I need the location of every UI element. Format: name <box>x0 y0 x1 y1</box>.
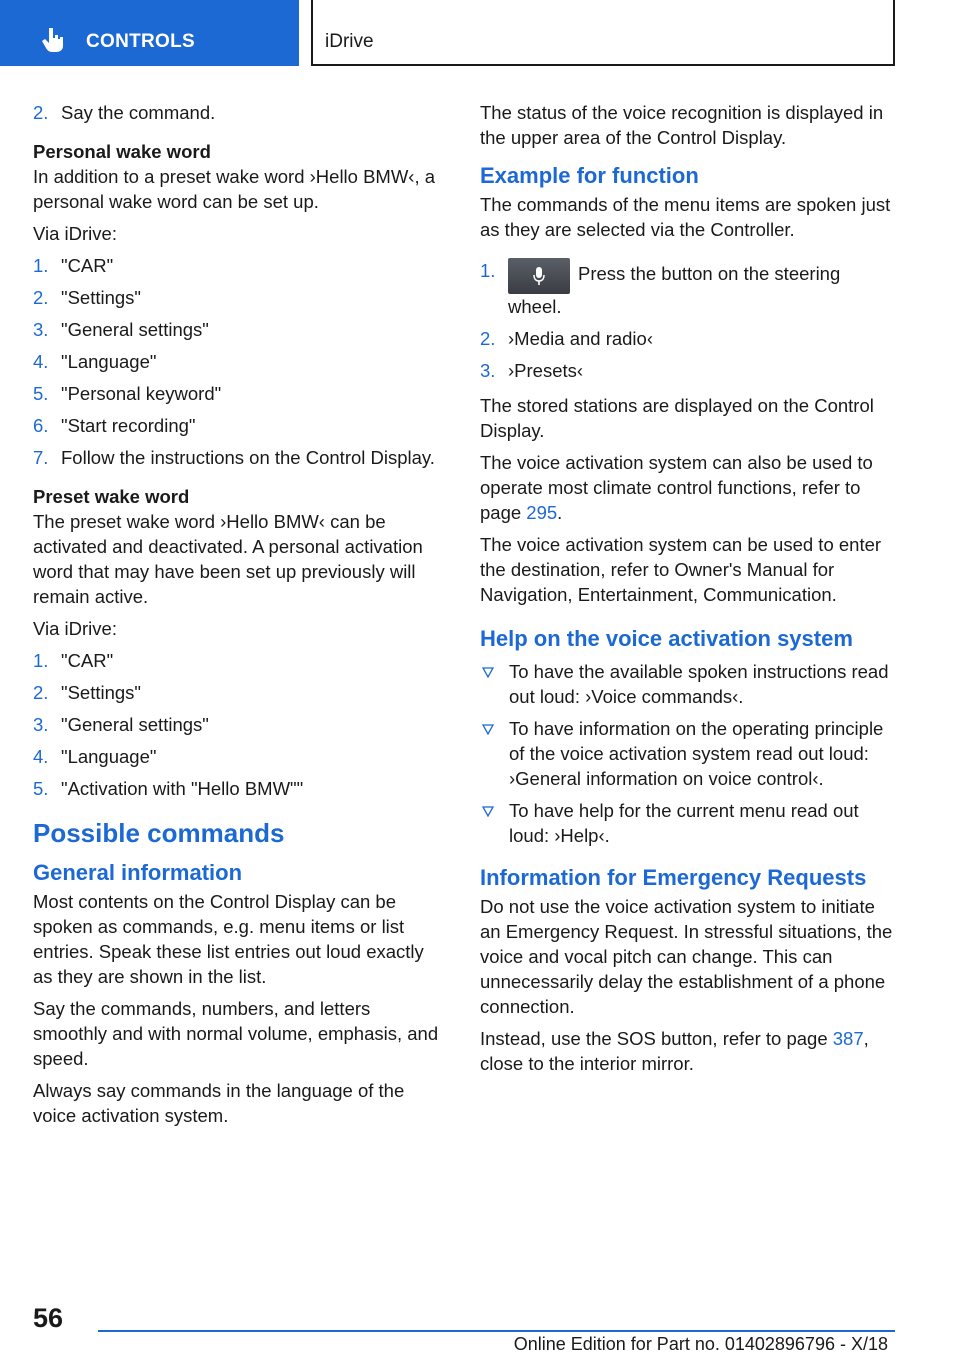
step-text: "CAR" <box>61 255 114 276</box>
step-number: 2. <box>480 328 496 349</box>
page-link[interactable]: 387 <box>832 1028 864 1049</box>
paragraph-climate <box>480 450 898 525</box>
list-text: To have help for the current menu read out loud: ›Help‹. <box>509 800 859 846</box>
step-number: 4. <box>33 351 49 372</box>
paragraph: Always say commands in the language of the voice activation system. <box>33 1080 405 1126</box>
step-number: 4. <box>33 746 49 767</box>
paragraph: Most contents on the Control Display can be spoken as commands, e.g. menu items or list entries. Speak these list entries out loud exactly as they are shown in the list. <box>33 891 424 987</box>
header-bottom-rule <box>311 64 895 66</box>
paragraph: The commands of the menu items are spoken just as they are selected via the Controller. <box>480 194 891 240</box>
step-number: 6. <box>33 415 49 436</box>
step-text: "Language" <box>61 746 157 767</box>
idrive-steps-list <box>33 253 448 470</box>
heading-help: Help on the voice activation system <box>480 626 853 651</box>
page-header <box>0 0 960 66</box>
triangle-bullet-icon <box>482 723 494 735</box>
text: Instead, use the SOS button, refer to page <box>480 1028 833 1049</box>
step-number: 1. <box>33 255 49 276</box>
list-item <box>480 798 898 848</box>
list-item <box>33 445 448 470</box>
step-number: 2. <box>33 682 49 703</box>
heading-general-information: General information <box>33 860 243 885</box>
list-item <box>33 680 448 705</box>
microphone-icon <box>532 266 546 286</box>
step-text: Press the button on the steering wheel. <box>508 263 841 317</box>
heading-emergency: Information for Emergency Requests <box>480 865 867 890</box>
step-text: ›Media and radio‹ <box>508 328 653 349</box>
footer-rule <box>98 1330 895 1332</box>
triangle-bullet-icon <box>482 805 494 817</box>
list-item <box>33 744 448 769</box>
step-number: 3. <box>480 360 496 381</box>
list-item <box>33 776 448 801</box>
list-item <box>33 712 448 737</box>
chapter-label: CONTROLS <box>86 31 196 52</box>
step-text: "Settings" <box>61 682 141 703</box>
step-text: "Activation with "Hello BMW"" <box>61 778 304 799</box>
step-number: 3. <box>33 319 49 340</box>
heading-possible-commands: Possible commands <box>33 818 285 848</box>
paragraph: The stored stations are displayed on the Control Display. <box>480 395 874 441</box>
step-text: "General settings" <box>61 714 209 735</box>
left-column <box>33 100 448 1135</box>
header-right-border <box>893 0 895 66</box>
list-item <box>33 349 448 374</box>
paragraph: In addition to a preset wake word ›Hello BMW‹, a personal wake word can be set up. <box>33 166 436 212</box>
help-list <box>480 659 898 848</box>
step-number: 5. <box>33 778 49 799</box>
list-item <box>33 285 448 310</box>
step-text: "Start recording" <box>61 415 196 436</box>
list-item <box>33 381 448 406</box>
step-number: 5. <box>33 383 49 404</box>
list-item <box>480 326 898 351</box>
list-item <box>33 253 448 278</box>
paragraph-sos <box>480 1026 898 1076</box>
list-item <box>480 258 898 319</box>
paragraph: Via iDrive: <box>33 618 117 639</box>
hand-touch-icon <box>40 26 68 54</box>
chapter-tab[interactable] <box>0 0 299 66</box>
step-number: 2. <box>33 287 49 308</box>
idrive-steps-list <box>33 648 448 801</box>
text: , close to the interior mirror. <box>480 1028 869 1074</box>
example-steps-list <box>480 258 898 383</box>
list-item <box>33 317 448 342</box>
step-number: 1. <box>480 260 496 281</box>
footer-edition: Online Edition for Part no. 01402896796 - X/18 <box>513 1334 888 1354</box>
heading-example-for-function: Example for function <box>480 163 699 188</box>
step-text: ›Presets‹ <box>508 360 584 381</box>
step-list-continued <box>33 100 448 125</box>
text: The voice activation system can also be used to operate most climate control functions, refer to page <box>480 452 873 523</box>
voice-button-image <box>508 258 570 294</box>
text: . <box>557 502 563 523</box>
step-number: 2. <box>33 102 49 123</box>
paragraph: Say the commands, numbers, and letters smoothly and with normal volume, emphasis, and speed. <box>33 998 439 1069</box>
step-number: 1. <box>33 650 49 671</box>
subheading-personal-wake-word: Personal wake word <box>33 141 211 162</box>
list-item <box>480 358 898 383</box>
list-item <box>480 716 898 791</box>
step-text: "General settings" <box>61 319 209 340</box>
list-item <box>33 413 448 438</box>
paragraph: The status of the voice recognition is displayed in the upper area of the Control Display. <box>480 102 884 148</box>
section-title: iDrive <box>325 31 374 52</box>
list-item <box>480 659 898 709</box>
right-column <box>480 100 898 1083</box>
step-text: "Language" <box>61 351 157 372</box>
page-number: 56 <box>33 1303 64 1333</box>
list-item <box>33 648 448 673</box>
triangle-bullet-icon <box>482 666 494 678</box>
step-text: Say the command. <box>61 102 216 123</box>
list-item <box>33 100 448 125</box>
step-text: "CAR" <box>61 650 114 671</box>
list-text: To have information on the operating principle of the voice activation system read out loud: ›General information on voice control‹. <box>509 718 884 789</box>
paragraph: Via iDrive: <box>33 223 117 244</box>
subheading-preset-wake-word: Preset wake word <box>33 486 190 507</box>
step-text: Follow the instructions on the Control Display. <box>61 447 435 468</box>
step-text: "Settings" <box>61 287 141 308</box>
step-number: 7. <box>33 447 49 468</box>
paragraph: The voice activation system can be used to enter the destination, refer to Owner's Manual for Navigation, Entertainment, Communication. <box>480 534 882 605</box>
paragraph: The preset wake word ›Hello BMW‹ can be activated and deactivated. A personal activation word that may have been set up previously will remain active. <box>33 511 423 607</box>
step-number: 3. <box>33 714 49 735</box>
page-link[interactable]: 295 <box>526 502 558 523</box>
list-text: To have the available spoken instructions read out loud: ›Voice commands‹. <box>509 661 889 707</box>
header-divider <box>311 0 313 66</box>
step-text: "Personal keyword" <box>61 383 222 404</box>
paragraph: Do not use the voice activation system to initiate an Emergency Request. In stressful situations, the voice and vocal pitch can change. This can unnecessarily delay the establishment of a phone connection. <box>480 896 893 1017</box>
